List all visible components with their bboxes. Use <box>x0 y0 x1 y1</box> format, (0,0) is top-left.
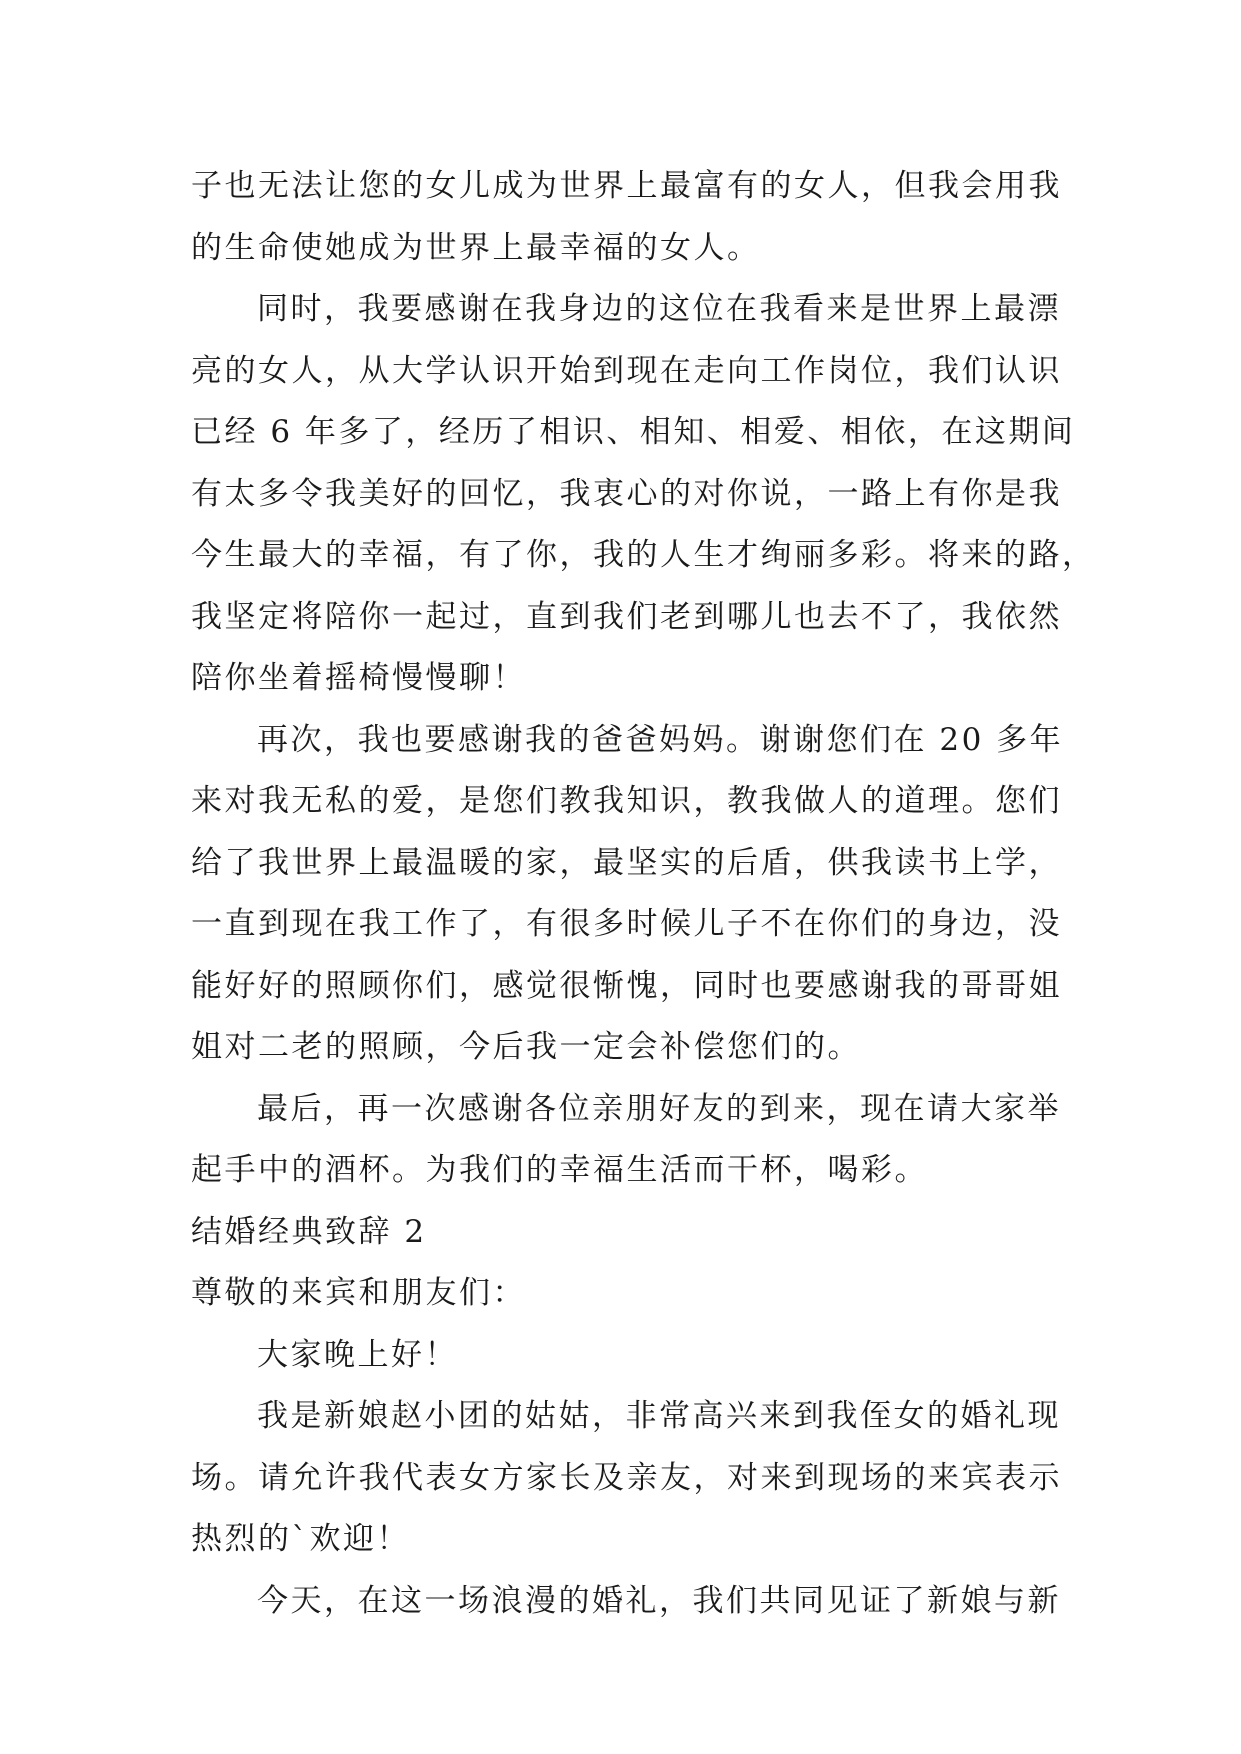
text-line: 已经 6 年多了，经历了相识、相知、相爱、相依，在这期间 <box>191 414 1076 450</box>
text-line: 今生最大的幸福，有了你，我的人生才绚丽多彩。将来的路， <box>191 537 1096 573</box>
text-line: 我坚定将陪你一起过，直到我们老到哪儿也去不了，我依然 <box>191 598 1062 635</box>
text-line: 热烈的`欢迎！ <box>191 1521 410 1557</box>
text-line: 给了我世界上最温暖的家，最坚实的后盾，供我读书上学， <box>191 844 1062 881</box>
text-line: 的生命使她成为世界上最幸福的女人。 <box>191 229 761 266</box>
text-line: 亮的女人，从大学认识开始到现在走向工作岗位，我们认识 <box>191 352 1062 389</box>
paragraph-start-line: 再次，我也要感谢我的爸爸妈妈。谢谢您们在 20 多年 <box>257 721 1064 758</box>
paragraph-start-line: 今天，在这一场浪漫的婚礼，我们共同见证了新娘与新 <box>257 1582 1061 1619</box>
section-heading: 结婚经典致辞 2 <box>191 1213 427 1250</box>
text-line: 子也无法让您的女儿成为世界上最富有的女人，但我会用我 <box>191 168 1062 204</box>
paragraph-start-line: 同时，我要感谢在我身边的这位在我看来是世界上最漂 <box>257 291 1061 327</box>
paragraph-start-line: 我是新娘赵小团的姑姑，非常高兴来到我侄女的婚礼现 <box>257 1398 1061 1434</box>
text-line: 能好好的照顾你们，感觉很惭愧，同时也要感谢我的哥哥姐 <box>191 967 1062 1004</box>
greeting-line: 大家晚上好！ <box>257 1336 458 1373</box>
text-line: 起手中的酒杯。为我们的幸福生活而干杯，喝彩。 <box>191 1152 928 1188</box>
text-line: 来对我无私的爱，是您们教我知识，教我做人的道理。您们 <box>191 783 1062 819</box>
document-body <box>191 156 1096 1632</box>
text-line: 场。请允许我代表女方家长及亲友，对来到现场的来宾表示 <box>191 1459 1062 1496</box>
text-line: 姐对二老的照顾，今后我一定会补偿您们的。 <box>191 1029 861 1065</box>
text-line: 有太多令我美好的回忆，我衷心的对你说，一路上有你是我 <box>191 475 1062 512</box>
text-line: 陪你坐着摇椅慢慢聊！ <box>191 660 526 696</box>
paragraph-start-line: 最后，再一次感谢各位亲朋好友的到来，现在请大家举 <box>257 1090 1061 1127</box>
text-line: 一直到现在我工作了，有很多时候儿子不在你们的身边，没 <box>191 906 1062 942</box>
salutation-line: 尊敬的来宾和朋友们： <box>191 1275 526 1311</box>
